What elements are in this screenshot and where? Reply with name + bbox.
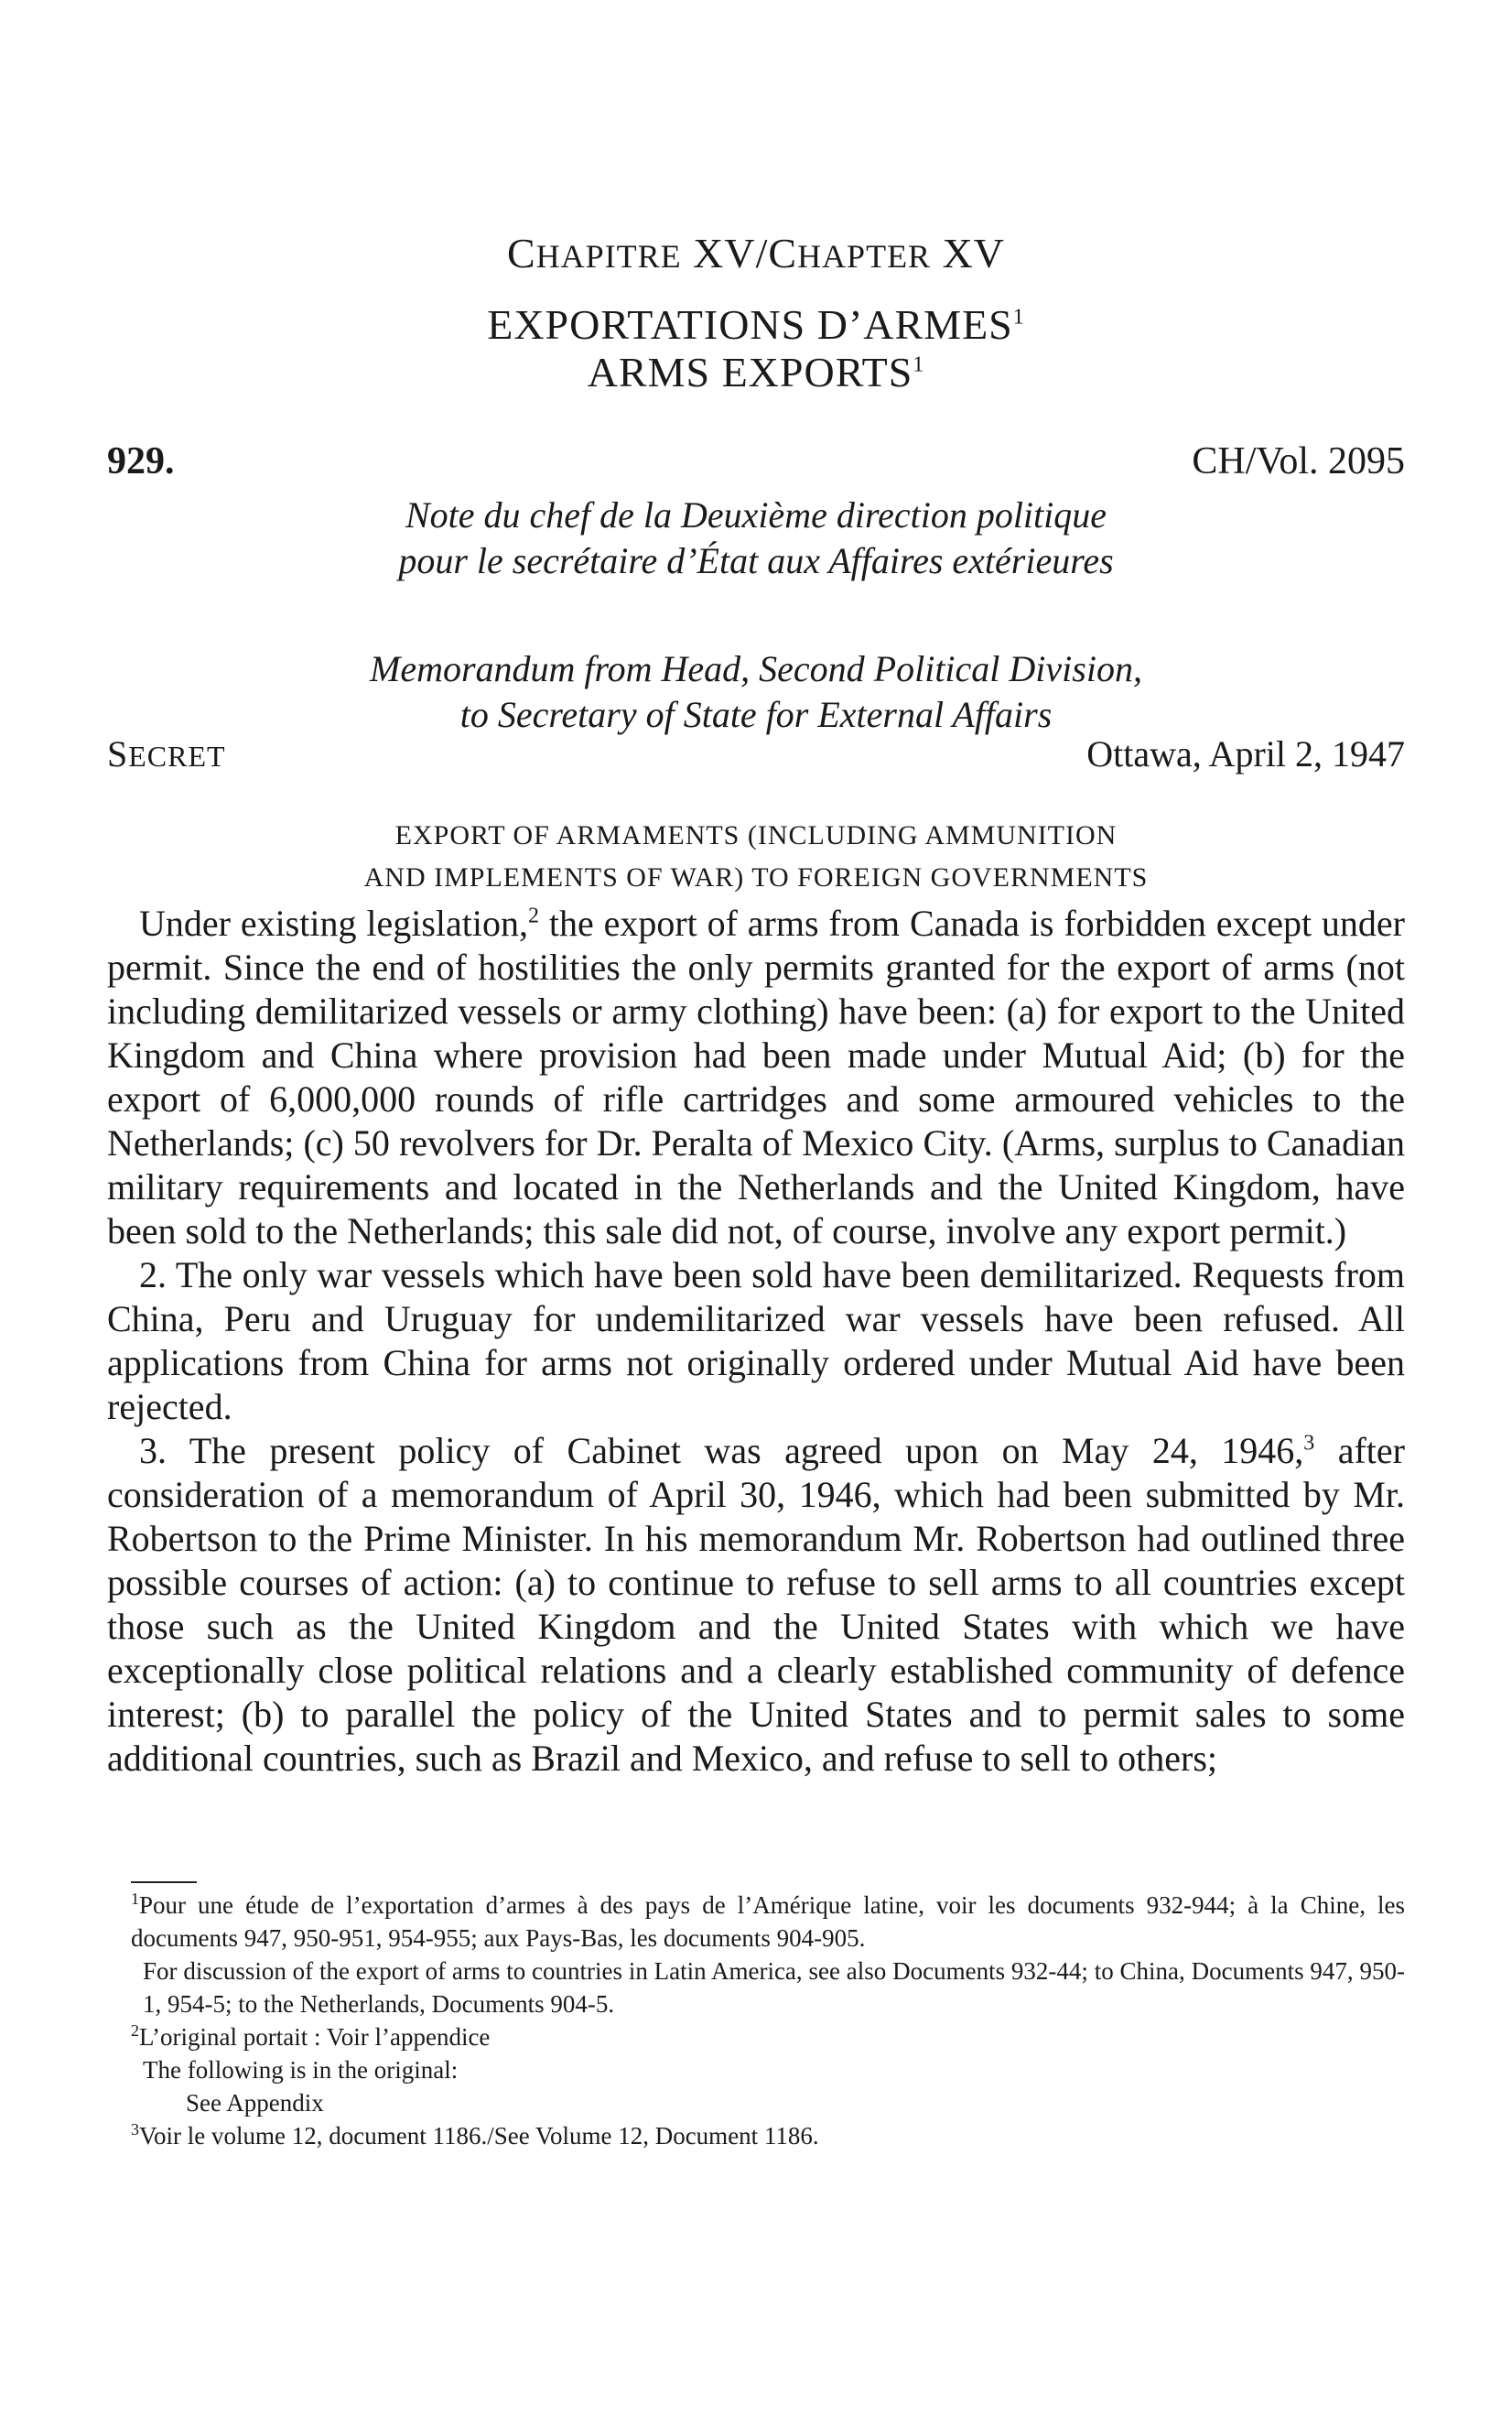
footnote-2-en: The following is in the original:	[143, 2056, 459, 2084]
footnote-2-fr	[131, 2020, 1405, 2053]
chapter-title-en	[0, 348, 1512, 396]
chapter-en-initial: C	[768, 230, 798, 276]
footnote-3	[131, 2119, 1405, 2152]
paragraph-1	[107, 902, 1405, 1253]
description-fr-line: Note du chef de la Deuxième direction politique	[405, 494, 1107, 536]
paragraph-2: 2. The only war vessels which have been sold have been demilitarized. Requests from China, Peru and Uruguay for undemilitarized war vessels have been refused. All applications from China for arms not originally ordered under Mutual Aid have been rejected.	[107, 1254, 1405, 1427]
subject-heading	[0, 815, 1512, 899]
chapter-fr-word: HAPITRE	[535, 238, 682, 275]
description-en	[0, 646, 1512, 738]
footnote-marker: 2	[527, 904, 539, 928]
chapter-heading	[0, 229, 1512, 277]
footnote-marker: 1	[913, 352, 925, 377]
chapter-fr-number: XV/	[681, 230, 769, 276]
paragraph-text: 3. The present policy of Cabinet was agreed upon on May 24, 1946,	[139, 1430, 1304, 1471]
footnote-divider	[131, 1881, 197, 1883]
chapter-en-word: HAPTER	[797, 238, 932, 275]
description-en-line: Memorandum from Head, Second Political Division,	[370, 648, 1142, 689]
footnote-1-en: For discussion of the export of arms to countries in Latin America, see also Documents 932-44; to China, Documents 947, 950-1, 954-5; to the Netherlands, Documents 904-5.	[143, 1957, 1405, 2018]
chapter-title-fr	[0, 300, 1512, 349]
description-fr	[0, 493, 1512, 584]
paragraph-text: the export of arms from Canada is forbidden except under permit. Since the end of hostilities the only permits granted for the export of arms (not including demilitarized vessels or army clothing) have been: (a) for export to the United Kingdom and China where provision had been made under Mutual Aid; (b) for the export of 6,000,000 rounds of rifle cartridges and some armoured vehicles to the Netherlands; (c) 50 revolvers for Dr. Peralta of Mexico City. (Arms, surplus to Canadian military requirements and located in the Netherlands and the United Kingdom, have been sold to the Netherlands; this sale did not, of course, involve any export permit.)	[107, 903, 1405, 1251]
description-en-line: to Secretary of State for External Affairs	[459, 694, 1053, 735]
paragraph-text: Under existing legislation,	[139, 903, 528, 944]
footnote-marker: 3	[1303, 1431, 1315, 1456]
paragraph-text: after consideration of a memorandum of April 30, 1946, which had been submitted by Mr. Robertson to the Prime Minister. In his memorandum Mr. Robertson had outlined three possible courses of action: (a) to continue to refuse to sell arms to all countries except those such as the United Kingdom and the United States with which we have exceptionally close political relations and a clearly established community of defence interest; (b) to parallel the policy of the United States and to permit sales to some additional countries, such as Brazil and Mexico, and refuse to sell to others;	[107, 1430, 1405, 1779]
place-date: Ottawa, April 2, 1947	[1086, 733, 1405, 774]
paragraph-3	[107, 1429, 1405, 1781]
chapter-title-fr-text: EXPORTATIONS D’ARMES	[487, 301, 1013, 348]
subject-line: AND IMPLEMENTS OF WAR) TO FOREIGN GOVERNMENTS	[363, 862, 1149, 893]
footnote-marker: 1	[1012, 305, 1025, 330]
footnote-marker: 1	[131, 1890, 139, 1908]
footnote-marker: 2	[131, 2021, 139, 2040]
chapter-title-en-text: ARMS EXPORTS	[587, 349, 913, 395]
document-number: 929.	[107, 440, 175, 482]
chapter-fr-initial: C	[506, 230, 536, 276]
footnote-text: Pour une étude de l’exportation d’armes à des pays de l’Amérique latine, voir les documents 932-944; à la Chine, les documents 947, 950-951, 954-955; aux Pays-Bas, les documents 904-905.	[131, 1891, 1405, 1952]
footnotes	[131, 1889, 1405, 2152]
subject-line: EXPORT OF ARMAMENTS (INCLUDING AMMUNITION	[394, 820, 1118, 850]
memo-body	[107, 902, 1405, 1781]
footnote-marker: 3	[131, 2120, 139, 2139]
description-fr-line: pour le secrétaire d’État aux Affaires extérieures	[398, 540, 1114, 581]
footnote-1-fr	[131, 1889, 1405, 1955]
classification-label	[107, 732, 226, 775]
classification-initial: S	[107, 733, 129, 774]
footnote-2-en-quote: See Appendix	[186, 2089, 324, 2117]
footnote-text: Voir le volume 12, document 1186./See Volume 12, Document 1186.	[139, 2122, 819, 2150]
classification-word: ECRET	[128, 740, 226, 773]
footnote-text: L’original portait : Voir l’appendice	[139, 2023, 491, 2051]
chapter-en-number: XV	[931, 230, 1006, 276]
document-reference: CH/Vol. 2095	[1192, 440, 1405, 482]
